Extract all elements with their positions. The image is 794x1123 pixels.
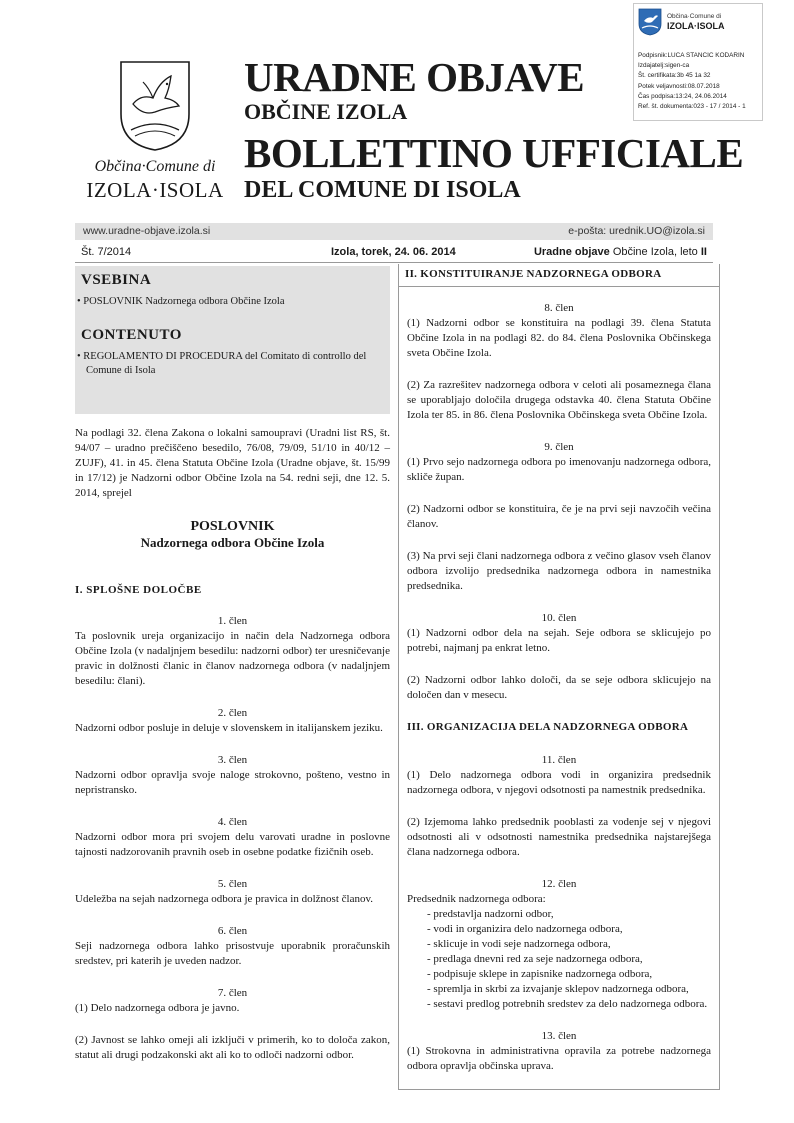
signature-time: Čas podpisa:13:24, 24.06.2014 bbox=[638, 92, 727, 100]
publication-name: Uradne objave bbox=[533, 246, 610, 258]
article-heading: 1. člen bbox=[217, 615, 248, 627]
article-paragraph: (1) Delo nadzornega odbora vodi in organizira predsednik nadzornega odbora, v njegovi odsotnosti pa namestnik predsednika. bbox=[407, 769, 711, 796]
document-subtitle: Nadzornega odbora Občine Izola bbox=[140, 535, 325, 550]
crest-icon bbox=[119, 60, 191, 152]
article-text: Ta poslovnik ureja organizacijo in način dela Nadzornega odbora Občine Izola (v nadaljnjem besedilu: nadzorni odbor) ter uresničevanje pravic in dolžnosti članic in članov nadzornega odbora (v nadaljnjem besedilu: člani). bbox=[75, 630, 390, 687]
chapter-heading-2: II. KONSTITUIRANJE NADZORNEGA ODBORA bbox=[399, 264, 719, 287]
masthead-title-italian: BOLLETTINO UFFICIALE bbox=[244, 130, 744, 176]
digital-signature-box bbox=[633, 3, 763, 121]
article-paragraph: (3) Na prvi seji člani nadzornega odbora z večino glasov vseh članov odbora izvolijo predsednika nadzornega odbora in namestnika predsednika. bbox=[407, 550, 711, 592]
article-heading: 10. člen bbox=[541, 612, 577, 624]
signature-brand-line2: IZOLA·ISOLA bbox=[667, 21, 725, 31]
municipality-name-line2: IZOLA·ISOLA bbox=[86, 178, 224, 202]
chapter-heading-3: III. ORGANIZACIJA DELA NADZORNEGA ODBORA bbox=[407, 721, 689, 733]
article-paragraph: (1) Nadzorni odbor se konstituira na podlagi 39. člena Statuta Občine Izola in na podlagi 82. do 84. člena Poslovnika Občinskega sveta Občine Izola. bbox=[407, 317, 711, 359]
coat-of-arms-icon bbox=[638, 8, 662, 36]
website-link[interactable]: www.uradne-objave.izola.si bbox=[83, 225, 211, 237]
article-paragraph: (1) Strokovna in administrativna opravila za potrebe nadzornega odbora opravlja občinska uprava. bbox=[407, 1045, 711, 1072]
article-heading: 3. člen bbox=[217, 754, 248, 766]
masthead-subtitle-slovene: OBČINE IZOLA bbox=[244, 99, 408, 124]
list-item: - podpisuje sklepe in zapisnike nadzornega odbora, bbox=[427, 967, 711, 982]
table-of-contents bbox=[75, 266, 390, 414]
article-heading: 12. člen bbox=[541, 878, 577, 890]
signature-brand bbox=[667, 13, 725, 31]
email-link[interactable]: e-pošta: urednik.UO@izola.si bbox=[568, 225, 705, 237]
toc-item-slovene[interactable]: • POSLOVNIK Nadzornega odbora Občine Izola bbox=[77, 296, 285, 307]
contact-bar bbox=[75, 223, 713, 240]
list-item: - predlaga dnevni red za seje nadzornega odbora, bbox=[427, 952, 711, 967]
toc-item-italian[interactable]: • REGOLAMENTO DI PROCEDURA del Comitato di controllo del Comune di Isola bbox=[77, 351, 367, 376]
article-text: Nadzorni odbor opravlja svoje naloge strokovno, pošteno, vestno in nepristransko. bbox=[75, 769, 390, 796]
toc-heading-slovene: VSEBINA bbox=[81, 272, 152, 288]
article-paragraph: (2) Izjemoma lahko predsednik pooblasti za vodenje sej v njegovi odsotnosti ali v odsotnosti namestnika predsednika najstarejšega člana nadzornega odbora. bbox=[407, 816, 711, 858]
article-heading: 6. člen bbox=[217, 925, 248, 937]
signature-signer: Podpisnik:LUCA STANCIC KODARIN bbox=[638, 52, 745, 59]
signature-details bbox=[638, 51, 746, 112]
list-item: - sklicuje in vodi seje nadzornega odbora, bbox=[427, 937, 711, 952]
article-paragraph: (1) Nadzorni odbor dela na sejah. Seje odbora se sklicujejo po potrebi, najmanj pa enkrat letno. bbox=[407, 627, 711, 654]
publication-info bbox=[534, 246, 707, 258]
article-heading: 8. člen bbox=[544, 302, 574, 314]
article-heading: 13. člen bbox=[541, 1030, 577, 1042]
publication-year: II bbox=[700, 246, 707, 258]
article-paragraph: (2) Za razrešitev nadzornega odbora v celoti ali posameznega člana se uporabljajo določila drugega odstavka 40. člena Statuta Občine Izola ter 85. in 86. člena Poslovnika Občinskega sveta Občine Izola. bbox=[407, 379, 711, 421]
article-heading: 11. člen bbox=[541, 754, 577, 766]
list-item: - sestavi predlog potrebnih sredstev za delo nadzornega odbora. bbox=[427, 997, 711, 1012]
article-paragraph: (2) Nadzorni odbor lahko določi, da se seje odbora sklicujejo na določen dan v mesecu. bbox=[407, 674, 711, 701]
article-paragraph: (2) Javnost se lahko omeji ali izključi v primerih, ko to določa zakon, statut ali drugi podzakonski akt ali ko to odloči nadzorni odbor. bbox=[75, 1034, 390, 1061]
publication-publisher: Občine Izola, leto bbox=[612, 246, 698, 258]
signature-cert-number: Št. certifikata:3b 45 1a 32 bbox=[638, 72, 711, 80]
toc-heading-italian: CONTENUTO bbox=[81, 327, 182, 343]
municipality-name-line1: Občina·Comune di bbox=[94, 158, 216, 175]
article-text: Nadzorni odbor mora pri svojem delu varovati uradne in poslovne tajnosti nadzorovanih pravnih oseb in osebne podatke fizičnih oseb. bbox=[75, 831, 390, 858]
article-text: Udeležba na sejah nadzornega odbora je pravica in dolžnost članov. bbox=[75, 893, 373, 905]
article-paragraph: (1) Delo nadzornega odbora je javno. bbox=[75, 1002, 240, 1014]
article-text: Nadzorni odbor posluje in deluje v slovenskem in italijanskem jeziku. bbox=[75, 722, 383, 734]
masthead-title-slovene: URADNE OBJAVE bbox=[244, 54, 585, 100]
article-heading: 9. člen bbox=[544, 441, 574, 453]
signature-ref-number: Ref. št. dokumenta:023 - 17 / 2014 - 1 bbox=[638, 103, 746, 111]
municipality-name bbox=[80, 158, 230, 202]
masthead-subtitle-italian: DEL COMUNE DI ISOLA bbox=[244, 177, 521, 203]
article-paragraph: (1) Prvo sejo nadzornega odbora po imenovanju nadzornega odbora, skliče župan. bbox=[407, 456, 711, 483]
right-column bbox=[398, 264, 720, 1090]
article-text: Seji nadzornega odbora lahko prisostvuje uporabnik proračunskih sredstev, pri katerih je uveden nadzor. bbox=[75, 940, 390, 967]
issue-date: Izola, torek, 24. 06. 2014 bbox=[331, 246, 456, 258]
document-title: POSLOVNIK bbox=[190, 519, 275, 534]
chapter-heading-1: I. SPLOŠNE DOLOČBE bbox=[75, 584, 202, 596]
list-item: - vodi in organizira delo nadzornega odbora, bbox=[427, 922, 711, 937]
article-paragraph: (2) Nadzorni odbor se konstituira, če je na prvi seji navzočih večina članov. bbox=[407, 503, 711, 530]
preamble: Na podlagi 32. člena Zakona o lokalni samoupravi (Uradni list RS, št. 94/07 – uradno prečiščeno besedilo, 76/08, 79/09, 51/10 in 40/12 – ZUJF), 41. in 45. člena Statuta Občine Izola (Uradne objave, št. 15/99 in 17/12) je Nadzorni odbor Občine Izola na 54. redni seji, dne 12. 5. 2014, sprejel bbox=[75, 427, 390, 499]
issue-bar bbox=[75, 243, 713, 263]
list-item: - predstavlja nadzorni odbor, bbox=[427, 907, 711, 922]
article-heading: 4. člen bbox=[217, 816, 248, 828]
left-column bbox=[75, 266, 390, 1063]
signature-issuer: Izdajatelj:sigen-ca bbox=[638, 62, 690, 70]
duties-list bbox=[427, 907, 711, 1012]
signature-expiry: Potek veljavnosti:08.07.2018 bbox=[638, 82, 720, 90]
article-heading: 7. člen bbox=[217, 987, 248, 999]
signature-brand-line1: Občina·Comune di bbox=[667, 13, 722, 20]
list-item: - spremlja in skrbi za izvajanje sklepov nadzornega odbora, bbox=[427, 982, 711, 997]
article-heading: 2. člen bbox=[217, 707, 248, 719]
article-paragraph: Predsednik nadzornega odbora: bbox=[407, 893, 546, 905]
article-heading: 5. člen bbox=[217, 878, 248, 890]
issue-number: Št. 7/2014 bbox=[81, 246, 132, 258]
